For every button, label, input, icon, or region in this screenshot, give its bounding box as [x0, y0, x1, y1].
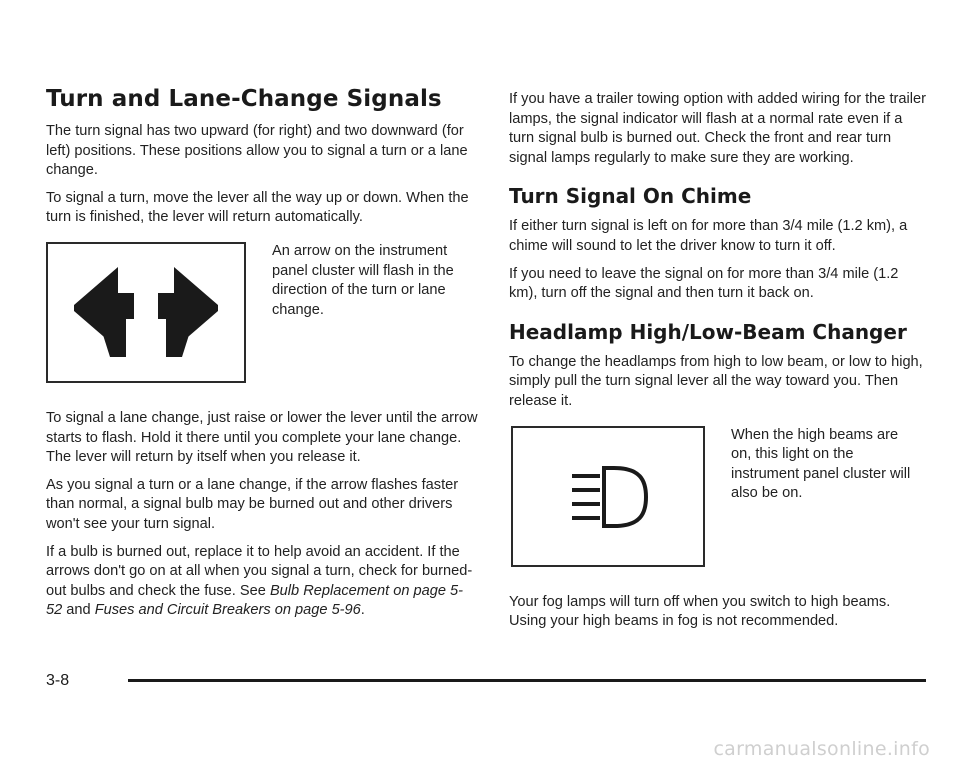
paragraph: To signal a lane change, just raise or lower the lever until the arrow starts to flash. Hold it there until you complete your lane change. The lever will return by itself when you release it. [46, 409, 478, 466]
text: . [360, 602, 365, 619]
paragraph: As you signal a turn or a lane change, if the arrow flashes faster than normal, a signal bulb may be burned out and other drivers won't see your turn signal. [46, 476, 459, 532]
turn-signal-figure [46, 242, 478, 383]
paragraph: Your fog lamps will turn off when you switch to high beams. Using your high beams in fog is not recommended. [509, 593, 891, 630]
section-title-turn-signals: Turn and Lane-Change Signals [46, 86, 442, 112]
paragraph-with-references [46, 543, 478, 621]
page-number: 3-8 [46, 672, 70, 689]
section-title-chime: Turn Signal On Chime [509, 184, 752, 209]
paragraph: To change the headlamps from high to low beam, or low to high, simply pull the turn signal lever all the way toward you. Then release it. [509, 353, 923, 409]
footer-rule [128, 679, 926, 682]
section-title-headlamp: Headlamp High/Low-Beam Changer [509, 319, 907, 344]
figure-caption: An arrow on the instrument panel cluster will flash in the direction of the turn or lane change. [272, 242, 454, 318]
turn-signal-arrows-icon [46, 242, 246, 383]
watermark: carmanualsonline.info [713, 738, 930, 760]
high-beam-indicator-icon [511, 426, 705, 567]
figure-caption: When the high beams are on, this light on the instrument panel cluster will also be on. [731, 426, 911, 502]
paragraph: If either turn signal is left on for more than 3/4 mile (1.2 km), a chime will sound to let the driver know to turn it off. [509, 218, 908, 254]
reference-fuses: Fuses and Circuit Breakers on page 5-96 [94, 602, 361, 619]
left-column [46, 86, 478, 629]
paragraph: To signal a turn, move the lever all the way up or down. When the turn is finished, the lever will return automatically. [46, 189, 469, 226]
paragraph: If you have a trailer towing option with added wiring for the trailer lamps, the signal indicator will flash at a normal rate even if a turn signal bulb is burned out. Check the front and rear turn signal lamps regularly to make sure they are working. [509, 91, 926, 166]
paragraph: If you need to leave the signal on for more than 3/4 mile (1.2 km), turn off the signal and then turn it back on. [509, 265, 899, 302]
right-column [509, 86, 929, 640]
paragraph: The turn signal has two upward (for right) and two downward (for left) positions. These positions allow you to signal a turn or a lane change. [46, 123, 468, 179]
text: If a bulb is burned out, replace it to help avoid an accident. If the arrows don't go on at all when you signal a turn, check for burned-out bulbs and check the fuse. See [46, 543, 473, 599]
text: and [62, 602, 95, 619]
reference-bulb-replacement: Bulb Replacement on page 5-52 [46, 582, 464, 619]
high-beam-figure [509, 426, 929, 567]
